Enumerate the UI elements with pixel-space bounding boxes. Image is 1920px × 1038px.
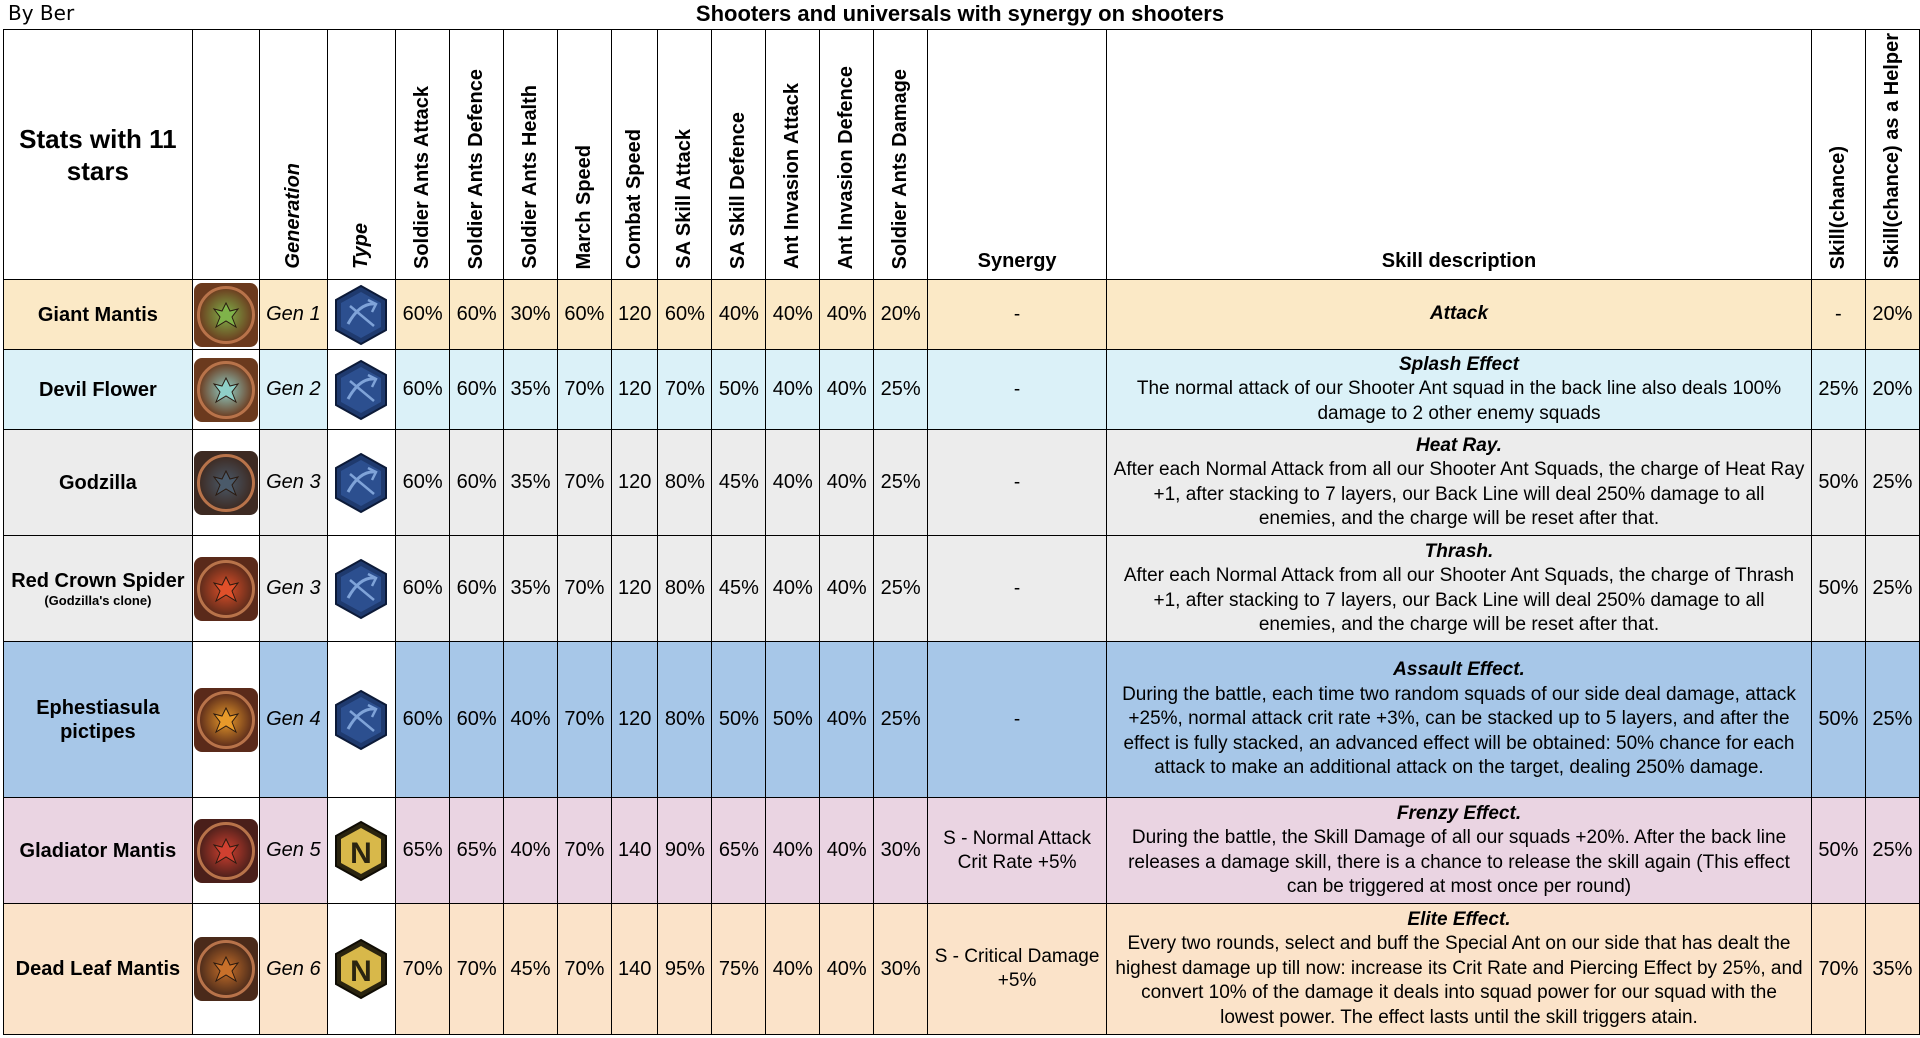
stat-defence: 65%	[450, 798, 504, 904]
stat-combat-speed: 120	[611, 536, 658, 642]
stat-defence: 60%	[450, 536, 504, 642]
stat-attack: 65%	[396, 798, 450, 904]
stat-attack: 60%	[396, 280, 450, 350]
type-cell	[327, 904, 396, 1035]
shooter-type-icon	[332, 689, 390, 751]
skill-text: The normal attack of our Shooter Ant squad in the back line also deals 100% damage to 2 other enemy squads	[1136, 378, 1782, 424]
ant-name: Godzilla	[58, 471, 137, 494]
helper-chance-header: Skill(chance) as a Helper	[1865, 30, 1919, 280]
skill-description-cell	[1107, 430, 1812, 536]
type-header: Type	[327, 30, 396, 280]
stat-defence: 60%	[450, 642, 504, 798]
attack-header: Soldier Ants Attack	[396, 30, 450, 280]
synergy-cell: -	[928, 430, 1107, 536]
skill-name: Assault Effect.	[1393, 659, 1525, 681]
ephestiasula-portrait-icon	[194, 688, 258, 752]
stat-attack: 60%	[396, 430, 450, 536]
stat-sa-skill-attack: 95%	[658, 904, 712, 1035]
stat-sa-skill-defence: 50%	[712, 642, 766, 798]
sa-skill-attack-header: SA Skill Attack	[658, 30, 712, 280]
ant-name-cell	[4, 798, 193, 904]
stat-health: 30%	[504, 280, 558, 350]
type-cell	[327, 536, 396, 642]
portrait-cell	[192, 280, 259, 350]
type-letter: N	[350, 955, 373, 988]
table-row	[4, 798, 1920, 904]
stat-invasion-attack: 50%	[766, 642, 820, 798]
table-row	[4, 430, 1920, 536]
stat-invasion-defence: 40%	[820, 642, 874, 798]
skill-name: Attack	[1429, 303, 1489, 325]
skill-name: Heat Ray.	[1416, 434, 1502, 456]
skill-name: Thrash.	[1424, 540, 1494, 562]
skill-description-cell	[1107, 642, 1812, 798]
skill-description-cell	[1107, 350, 1812, 430]
ant-name-cell	[4, 280, 193, 350]
stat-health: 40%	[504, 642, 558, 798]
shooter-type-icon	[332, 359, 390, 421]
stat-sa-skill-attack: 80%	[658, 642, 712, 798]
stat-invasion-attack: 40%	[766, 280, 820, 350]
stat-sa-skill-defence: 45%	[712, 536, 766, 642]
generation-cell: Gen 3	[260, 430, 327, 536]
stat-march-speed: 70%	[557, 642, 611, 798]
skill-name: Frenzy Effect.	[1396, 802, 1522, 824]
ant-name: Red Crown Spider	[11, 569, 185, 592]
skill-chance-cell: 50%	[1811, 536, 1865, 642]
stat-sa-skill-attack: 70%	[658, 350, 712, 430]
header-row	[4, 30, 1920, 280]
stat-damage: 25%	[874, 642, 928, 798]
ant-name-cell	[4, 642, 193, 798]
stat-sa-skill-defence: 40%	[712, 280, 766, 350]
table-row	[4, 350, 1920, 430]
synergy-cell: -	[928, 350, 1107, 430]
stat-combat-speed: 120	[611, 642, 658, 798]
stat-sa-skill-defence: 75%	[712, 904, 766, 1035]
helper-chance-cell: 25%	[1865, 430, 1919, 536]
portrait-cell	[192, 904, 259, 1035]
stat-march-speed: 70%	[557, 798, 611, 904]
stat-sa-skill-defence: 65%	[712, 798, 766, 904]
skill-chance-cell: 50%	[1811, 430, 1865, 536]
helper-chance-cell: 35%	[1865, 904, 1919, 1035]
portrait-header	[192, 30, 259, 280]
portrait-cell	[192, 536, 259, 642]
portrait-cell	[192, 798, 259, 904]
generation-cell: Gen 5	[260, 798, 327, 904]
skill-chance-cell: 50%	[1811, 642, 1865, 798]
skill-name: Elite Effect.	[1407, 908, 1511, 930]
generation-cell: Gen 1	[260, 280, 327, 350]
gladiator-portrait-icon	[194, 819, 258, 883]
stat-march-speed: 60%	[557, 280, 611, 350]
stat-combat-speed: 120	[611, 430, 658, 536]
stat-health: 35%	[504, 430, 558, 536]
skill-text: During the battle, the Skill Damage of all our squads +20%. After the back line releases a damage skill, there is a chance to release the skill again (This effect can be triggered at most once per round)	[1128, 827, 1790, 897]
helper-chance-cell: 20%	[1865, 280, 1919, 350]
helper-chance-cell: 25%	[1865, 798, 1919, 904]
universal-type-icon	[332, 938, 390, 1000]
defence-header: Soldier Ants Defence	[450, 30, 504, 280]
table-row	[4, 642, 1920, 798]
stat-invasion-attack: 40%	[766, 536, 820, 642]
stat-damage: 25%	[874, 350, 928, 430]
type-cell	[327, 280, 396, 350]
stat-invasion-defence: 40%	[820, 280, 874, 350]
stat-defence: 60%	[450, 430, 504, 536]
stat-sa-skill-attack: 80%	[658, 430, 712, 536]
devil-flower-portrait-icon	[194, 358, 258, 422]
generation-cell: Gen 2	[260, 350, 327, 430]
stat-health: 45%	[504, 904, 558, 1035]
invasion-defence-header: Ant Invasion Defence	[820, 30, 874, 280]
stat-invasion-defence: 40%	[820, 350, 874, 430]
universal-type-icon	[332, 820, 390, 882]
skill-text: After each Normal Attack from all our Shooter Ant Squads, the charge of Heat Ray +1, after stacking to 7 layers, our Back Line will deal 250% damage to all enemies, and the charge will be reset after that.	[1113, 459, 1805, 529]
ant-name-cell	[4, 350, 193, 430]
skill-description-cell	[1107, 798, 1812, 904]
stat-march-speed: 70%	[557, 430, 611, 536]
stat-invasion-attack: 40%	[766, 904, 820, 1035]
helper-chance-cell: 20%	[1865, 350, 1919, 430]
stat-attack: 60%	[396, 536, 450, 642]
stat-health: 40%	[504, 798, 558, 904]
stat-attack: 60%	[396, 350, 450, 430]
stat-health: 35%	[504, 536, 558, 642]
ant-name-note: (Godzilla's clone)	[44, 592, 152, 608]
corner-header: Stats with 11 stars	[4, 30, 193, 280]
portrait-cell	[192, 350, 259, 430]
stat-combat-speed: 120	[611, 280, 658, 350]
helper-chance-cell: 25%	[1865, 642, 1919, 798]
stat-invasion-defence: 40%	[820, 430, 874, 536]
stat-attack: 70%	[396, 904, 450, 1035]
combat-speed-header: Combat Speed	[611, 30, 658, 280]
stat-march-speed: 70%	[557, 350, 611, 430]
shooter-type-icon	[332, 452, 390, 514]
shooter-type-icon	[332, 284, 390, 346]
ant-name-cell	[4, 430, 193, 536]
stat-damage: 25%	[874, 536, 928, 642]
table-row	[4, 536, 1920, 642]
author-byline: By Ber	[8, 1, 75, 25]
godzilla-portrait-icon	[194, 451, 258, 515]
skill-chance-cell: 50%	[1811, 798, 1865, 904]
stat-invasion-attack: 40%	[766, 430, 820, 536]
health-header: Soldier Ants Health	[504, 30, 558, 280]
march-speed-header: March Speed	[557, 30, 611, 280]
stat-damage: 20%	[874, 280, 928, 350]
shooter-type-icon	[332, 558, 390, 620]
type-letter: N	[350, 836, 373, 870]
stat-combat-speed: 140	[611, 904, 658, 1035]
skill-description-cell	[1107, 904, 1812, 1035]
stat-defence: 60%	[450, 280, 504, 350]
skill-text: Every two rounds, select and buff the Special Ant on our side that has dealt the highest damage up till now: increase its Crit Rate and Piercing Effect by 25%, and convert 10% of the damage it deals into squad power for our squad with the lowest power. The effect lasts until the skill triggers atain.	[1115, 933, 1803, 1028]
page-title: Shooters and universals with synergy on shooters	[695, 1, 1225, 26]
type-cell	[327, 642, 396, 798]
skill-description-cell	[1107, 280, 1812, 350]
skill-text: During the battle, each time two random squads of our side deal damage, attack +25%, normal attack crit rate +3%, can be stacked up to 5 layers, and after the effect is fully stacked, an advanced effect will be obtained: 50% chance for each attack to make an additional attack on the target, dealing 250% damage.	[1122, 683, 1796, 779]
synergy-cell: -	[928, 280, 1107, 350]
stat-combat-speed: 120	[611, 350, 658, 430]
skill-chance-cell: 70%	[1811, 904, 1865, 1035]
ant-name: Devil Flower	[38, 378, 157, 401]
stat-defence: 70%	[450, 904, 504, 1035]
stat-attack: 60%	[396, 642, 450, 798]
stat-invasion-defence: 40%	[820, 536, 874, 642]
skill-name: Splash Effect	[1398, 353, 1519, 375]
stat-damage: 25%	[874, 430, 928, 536]
generation-cell: Gen 4	[260, 642, 327, 798]
stat-invasion-defence: 40%	[820, 904, 874, 1035]
skill-description-cell	[1107, 536, 1812, 642]
stat-invasion-attack: 40%	[766, 798, 820, 904]
ant-name: Ephestiasula pictipes	[36, 696, 160, 743]
invasion-attack-header: Ant Invasion Attack	[766, 30, 820, 280]
sa-skill-defence-header: SA Skill Defence	[712, 30, 766, 280]
stat-sa-skill-attack: 90%	[658, 798, 712, 904]
damage-header: Soldier Ants Damage	[874, 30, 928, 280]
stat-damage: 30%	[874, 798, 928, 904]
stat-sa-skill-defence: 45%	[712, 430, 766, 536]
stat-march-speed: 70%	[557, 536, 611, 642]
stat-defence: 60%	[450, 350, 504, 430]
stat-health: 35%	[504, 350, 558, 430]
synergy-cell: S - Critical Damage +5%	[928, 904, 1107, 1035]
stat-sa-skill-attack: 80%	[658, 536, 712, 642]
synergy-cell: -	[928, 536, 1107, 642]
stat-sa-skill-defence: 50%	[712, 350, 766, 430]
synergy-cell: -	[928, 642, 1107, 798]
ant-name: Gladiator Mantis	[19, 839, 177, 862]
synergy-header: Synergy	[928, 30, 1107, 280]
skill-chance-cell: -	[1811, 280, 1865, 350]
stat-invasion-attack: 40%	[766, 350, 820, 430]
ant-name-cell	[4, 536, 193, 642]
stat-combat-speed: 140	[611, 798, 658, 904]
mantis-portrait-icon	[194, 283, 258, 347]
stat-march-speed: 70%	[557, 904, 611, 1035]
dead-leaf-portrait-icon	[194, 937, 258, 1001]
type-cell	[327, 430, 396, 536]
ant-name: Dead Leaf Mantis	[15, 958, 181, 980]
type-cell	[327, 798, 396, 904]
skill-description-header: Skill description	[1107, 30, 1812, 280]
stat-damage: 30%	[874, 904, 928, 1035]
synergy-cell: S - Normal Attack Crit Rate +5%	[928, 798, 1107, 904]
portrait-cell	[192, 430, 259, 536]
skill-chance-header: Skill(chance)	[1811, 30, 1865, 280]
stats-table	[3, 29, 1920, 1035]
generation-cell: Gen 6	[260, 904, 327, 1035]
table-row	[4, 280, 1920, 350]
skill-chance-cell: 25%	[1811, 350, 1865, 430]
type-cell	[327, 350, 396, 430]
ant-name: Giant Mantis	[37, 303, 158, 326]
spider-portrait-icon	[194, 557, 258, 621]
stat-sa-skill-attack: 60%	[658, 280, 712, 350]
skill-text: After each Normal Attack from all our Shooter Ant Squads, the charge of Thrash +1, after stacking to 7 layers, our Back Line will deal 250% damage to all enemies, and the charge will be reset after that.	[1123, 565, 1795, 635]
helper-chance-cell: 25%	[1865, 536, 1919, 642]
table-row	[4, 904, 1920, 1035]
stat-invasion-defence: 40%	[820, 798, 874, 904]
portrait-cell	[192, 642, 259, 798]
generation-cell: Gen 3	[260, 536, 327, 642]
generation-header: Generation	[260, 30, 327, 280]
ant-name-cell	[4, 904, 193, 1035]
